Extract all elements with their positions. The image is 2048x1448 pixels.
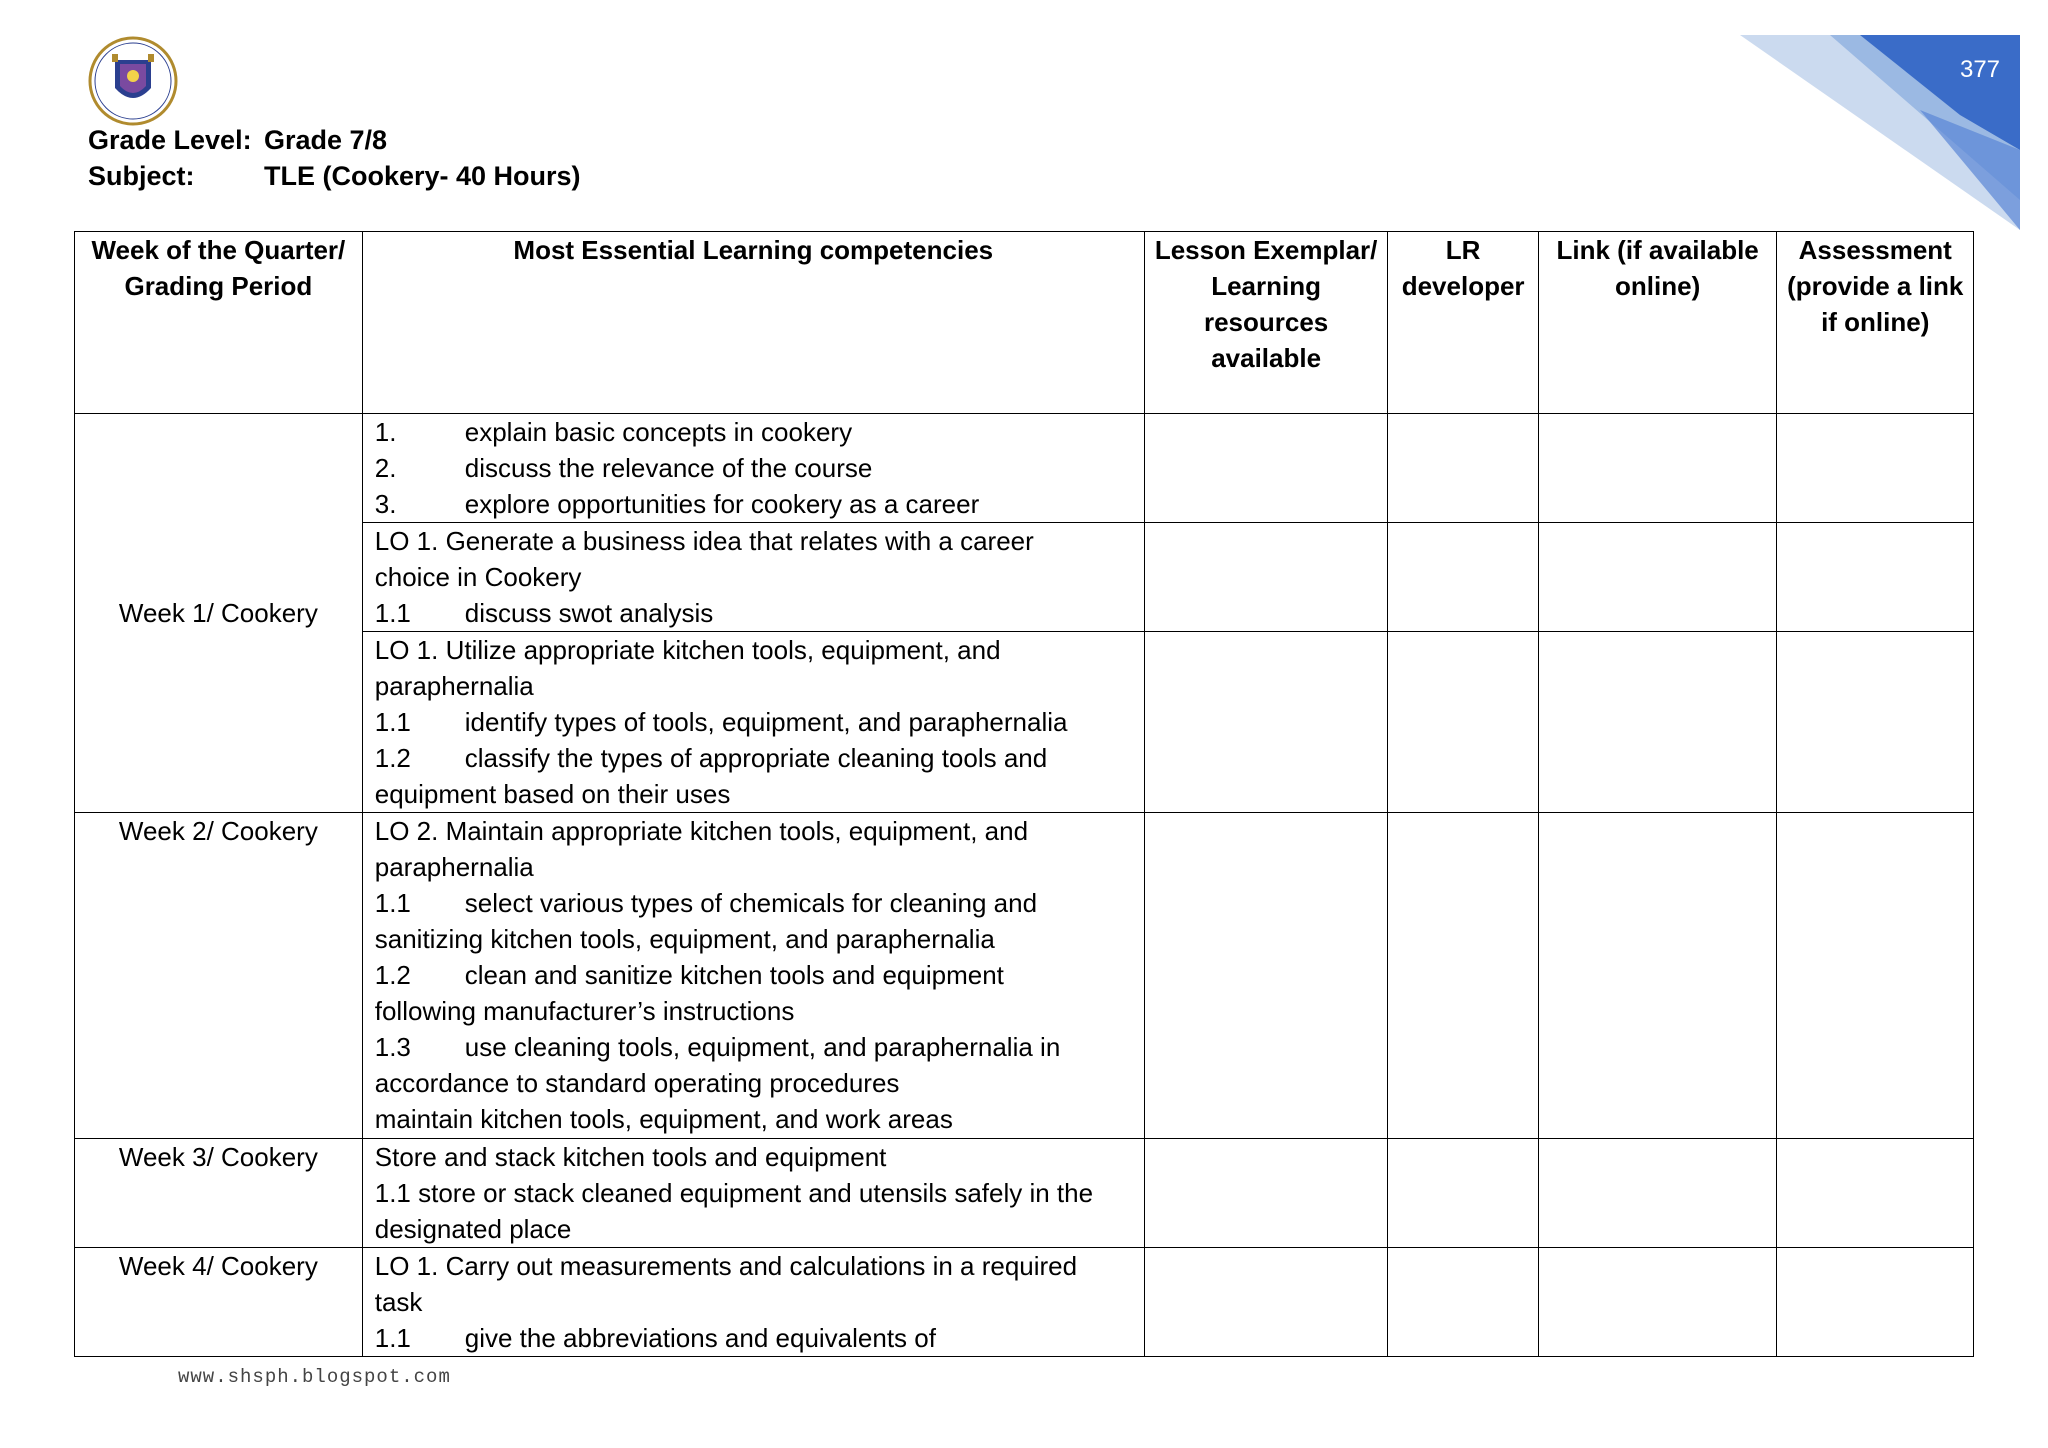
page-number: 377 — [1959, 56, 2001, 83]
competency-line: 2. discuss the relevance of the course — [374, 453, 873, 483]
assessment-cell — [1777, 414, 1974, 523]
competency-line: paraphernalia — [374, 671, 534, 701]
lesson-exemplar-cell — [1144, 632, 1388, 813]
header-info — [88, 122, 581, 194]
competency-line: 1.2 classify the types of appropriate cleaning tools and — [374, 743, 1048, 773]
corner-decoration — [0, 0, 2048, 240]
lr-developer-cell — [1388, 523, 1538, 632]
competency-line: LO 1. Utilize appropriate kitchen tools, equipment, and — [374, 635, 1001, 665]
competency-cell — [362, 632, 1144, 813]
competency-cell — [362, 813, 1144, 1139]
lesson-exemplar-cell — [1144, 1139, 1388, 1248]
competency-line: LO 1. Carry out measurements and calculations in a required — [374, 1251, 1078, 1281]
header-lesson-exemplar: Lesson Exemplar/ Learning resources available — [1144, 232, 1388, 414]
competency-line: 1.1 discuss swot analysis — [374, 598, 714, 628]
melc-table — [74, 231, 1974, 1357]
assessment-cell — [1777, 813, 1974, 1139]
grade-level-value: Grade 7/8 — [264, 125, 388, 155]
header-lr-developer: LR developer — [1388, 232, 1538, 414]
lr-developer-cell — [1388, 632, 1538, 813]
competency-line: 1.1 store or stack cleaned equipment and utensils safely in the — [374, 1178, 1094, 1208]
deped-seal-logo — [86, 36, 180, 126]
competency-cell — [362, 523, 1144, 632]
competency-line: LO 2. Maintain appropriate kitchen tools, equipment, and — [374, 816, 1029, 846]
competency-line: following manufacturer’s instructions — [374, 996, 795, 1026]
assessment-cell — [1777, 523, 1974, 632]
competency-line: equipment based on their uses — [374, 779, 731, 809]
header-week: Week of the Quarter/ Grading Period — [75, 232, 363, 414]
table-row — [75, 1248, 1974, 1357]
competency-cell — [362, 1248, 1144, 1357]
competency-line: 1.1 select various types of chemicals for cleaning and — [374, 888, 1038, 918]
competency-line: 1.2 clean and sanitize kitchen tools and equipment — [374, 960, 1004, 990]
lesson-exemplar-cell — [1144, 523, 1388, 632]
header-assessment: Assessment (provide a link if online) — [1777, 232, 1974, 414]
competency-cell — [362, 414, 1144, 523]
competency-line: 1. explain basic concepts in cookery — [374, 417, 853, 447]
subject-row — [88, 158, 581, 194]
assessment-cell — [1777, 1248, 1974, 1357]
grade-level-label: Grade Level: — [88, 125, 252, 155]
competency-line: Store and stack kitchen tools and equipment — [374, 1142, 887, 1172]
table-row — [75, 813, 1974, 1139]
link-cell — [1538, 523, 1777, 632]
assessment-cell — [1777, 632, 1974, 813]
competency-line: paraphernalia — [374, 852, 534, 882]
lesson-exemplar-cell — [1144, 1248, 1388, 1357]
lr-developer-cell — [1388, 414, 1538, 523]
lesson-exemplar-cell — [1144, 813, 1388, 1139]
link-cell — [1538, 813, 1777, 1139]
competency-line: 1.3 use cleaning tools, equipment, and paraphernalia in — [374, 1032, 1061, 1062]
footer-url: www.shsph.blogspot.com — [178, 1366, 451, 1388]
lesson-exemplar-cell — [1144, 414, 1388, 523]
link-cell — [1538, 1139, 1777, 1248]
link-cell — [1538, 1248, 1777, 1357]
competency-cell — [362, 1139, 1144, 1248]
competency-line: 1.1 give the abbreviations and equivalents of — [374, 1323, 936, 1353]
competency-line: accordance to standard operating procedures — [374, 1068, 900, 1098]
header-competencies: Most Essential Learning competencies — [362, 232, 1144, 414]
competency-line: LO 1. Generate a business idea that relates with a career — [374, 526, 1034, 556]
week-cell: Week 4/ Cookery — [75, 1248, 363, 1357]
competency-line: 3. explore opportunities for cookery as a career — [374, 489, 980, 519]
competency-line: task — [374, 1287, 423, 1317]
competency-line: 1.1 identify types of tools, equipment, and paraphernalia — [374, 707, 1068, 737]
link-cell — [1538, 632, 1777, 813]
week-cell: Week 1/ Cookery — [75, 414, 363, 813]
week-cell: Week 3/ Cookery — [75, 1139, 363, 1248]
week-cell: Week 2/ Cookery — [75, 813, 363, 1139]
lr-developer-cell — [1388, 813, 1538, 1139]
subject-label: Subject: — [88, 161, 195, 191]
competency-line: designated place — [374, 1214, 572, 1244]
header-link: Link (if available online) — [1538, 232, 1777, 414]
competency-line: sanitizing kitchen tools, equipment, and paraphernalia — [374, 924, 995, 954]
subject-value: TLE (Cookery- 40 Hours) — [264, 161, 581, 191]
table-row — [75, 1139, 1974, 1248]
assessment-cell — [1777, 1139, 1974, 1248]
table-row — [75, 414, 1974, 523]
lr-developer-cell — [1388, 1248, 1538, 1357]
table-header-row — [75, 232, 1974, 414]
link-cell — [1538, 414, 1777, 523]
lr-developer-cell — [1388, 1139, 1538, 1248]
grade-level-row — [88, 122, 581, 158]
competency-line: maintain kitchen tools, equipment, and work areas — [374, 1104, 953, 1134]
competency-line: choice in Cookery — [374, 562, 582, 592]
